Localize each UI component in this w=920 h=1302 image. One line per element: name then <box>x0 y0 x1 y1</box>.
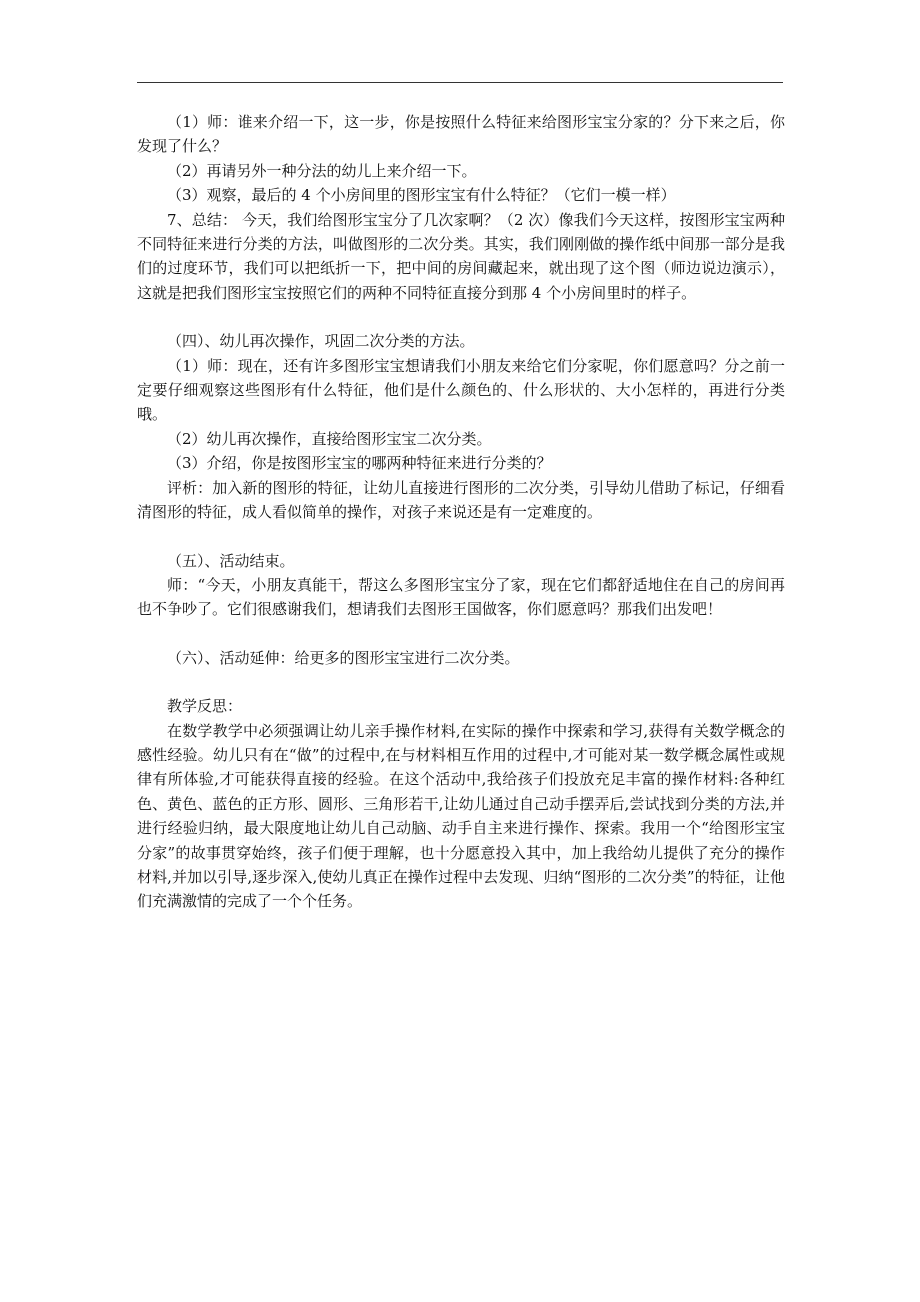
section-heading-4: （四）、幼儿再次操作，巩固二次分类的方法。 <box>167 332 475 351</box>
paragraph-observe: （3）观察，最后的 4 个小房间里的图形宝宝有什么特征？（它们一模一样） <box>167 186 676 205</box>
document-body <box>137 110 785 914</box>
section-heading-5: （五）、活动结束。 <box>167 551 295 570</box>
paragraph-teacher-invite: （1）师：现在，还有许多图形宝宝想请我们小朋友来给它们分家呢，你们愿意吗？分之前一定要仔细观察这些图形有什么特征，他们是什么颜色的、什么形状的、大小怎样的，再进行分类哦。 <box>137 356 785 424</box>
paragraph-operate-again: （2）幼儿再次操作，直接给图形宝宝二次分类。 <box>167 429 492 448</box>
spacer <box>137 525 785 549</box>
spacer <box>137 670 785 694</box>
paragraph-reflection: 在数学教学中必须强调让幼儿亲手操作材料,在实际的操作中探索和学习,获得有关数学概念的感性经验。幼儿只有在“做”的过程中,在与材料相互作用的过程中,才可能对某一数学概念属性或规律有所体验,才可能获得直接的经验。在这个活动中,我给孩子们投放充足丰富的操作材料:各种红色、黄色、蓝色的正方形、圆形、三角形若干,让幼儿通过自己动手摆弄后,尝试找到分类的方法,并进行经验归纳，最大限度地让幼儿自己动脑、动手自主来进行操作、探索。我用一个“给图形宝宝分家”的故事贯穿始终，孩子们便于理解，也十分愿意投入其中，加上我给幼儿提供了充分的操作材料,并加以引导,逐步深入,使幼儿真正在操作过程中去发现、归纳“图形的二次分类”的特征，让他们充满激情的完成了一个个任务。 <box>137 721 785 911</box>
reflection-heading: 教学反思： <box>167 697 243 716</box>
paragraph-teacher-intro: （1）师：谁来介绍一下，这一步，你是按照什么特征来给图形宝宝分家的？分下来之后，你发现了什么？ <box>137 113 785 156</box>
section-heading-6: （六）、活动延伸：给更多的图形宝宝进行二次分类。 <box>167 648 520 667</box>
paragraph-commentary: 评析：加入新的图形的特征，让幼儿直接进行图形的二次分类，引导幼儿借助了标记，仔细看清图形的特征，成人看似简单的操作，对孩子来说还是有一定难度的。 <box>137 478 785 522</box>
spacer <box>137 622 785 646</box>
spacer <box>137 305 785 329</box>
paragraph-summary: 7、总结： 今天，我们给图形宝宝分了几次家啊？（2 次）像我们今天这样，按图形宝宝两种不同特征来进行分类的方法，叫做图形的二次分类。其实，我们刚刚做的操作纸中间那一部分是我们的过度环节，我们可以把纸折一下，把中间的房间藏起来，就出现了这个图（师边说边演示），这就是把我们图形宝宝按照它们的两种不同特征直接分到那 4 个小房间里时的样子。 <box>137 210 785 302</box>
header-rule <box>137 82 783 83</box>
paragraph-introduce: （3）介绍，你是按图形宝宝的哪两种特征来进行分类的？ <box>167 454 552 473</box>
paragraph-another-method: （2）再请另外一种分法的幼儿上来介绍一下。 <box>167 161 477 180</box>
paragraph-closing-speech: 师：“今天，小朋友真能干，帮这么多图形宝宝分了家，现在它们都舒适地住在自己的房间再也不争吵了。它们很感谢我们，想请我们去图形王国做客，你们愿意吗？那我们出发吧！ <box>137 575 785 619</box>
